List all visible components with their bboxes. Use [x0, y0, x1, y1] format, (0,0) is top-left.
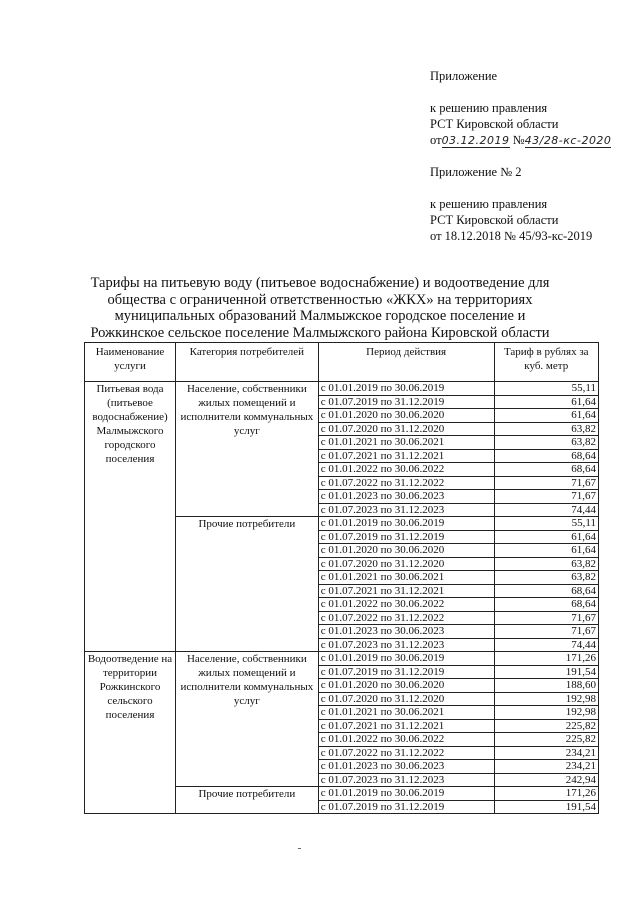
period-cell: с 01.01.2020 по 30.06.2020 [318, 544, 494, 558]
period-cell: с 01.01.2022 по 30.06.2022 [318, 598, 494, 612]
period-cell: с 01.07.2023 по 31.12.2023 [318, 773, 494, 787]
header-tariff: Тариф в рублях за куб. метр [494, 343, 598, 382]
tariff-cell: 188,60 [494, 679, 598, 693]
tariff-cell: 234,21 [494, 746, 598, 760]
tariff-cell: 242,94 [494, 773, 598, 787]
period-cell: с 01.07.2023 по 31.12.2023 [318, 638, 494, 652]
page-mark [298, 848, 301, 849]
handwritten-date: 03.12.2019 [441, 134, 510, 147]
tariff-cell: 74,44 [494, 503, 598, 517]
tariff-cell: 63,82 [494, 422, 598, 436]
tariff-cell: 234,21 [494, 760, 598, 774]
consumer-category-cell: Население, собственники жилых помещений и исполнители коммунальных услуг [176, 652, 319, 787]
period-cell: с 01.01.2022 по 30.06.2022 [318, 463, 494, 477]
table-body [85, 382, 599, 814]
table-row [85, 652, 599, 666]
consumer-category-cell: Прочие потребители [176, 517, 319, 652]
decision-line-2: к решению правления [430, 197, 548, 211]
decision-date-number: от03.12.2019 №43/28-кс-2020 [430, 133, 612, 147]
period-cell: с 01.01.2021 по 30.06.2021 [318, 571, 494, 585]
tariff-cell: 61,64 [494, 530, 598, 544]
tariff-cell: 71,67 [494, 625, 598, 639]
decision-ref-2: от 18.12.2018 № 45/93-кс-2019 [430, 229, 593, 243]
period-cell: с 01.07.2021 по 31.12.2021 [318, 584, 494, 598]
tariff-cell: 63,82 [494, 571, 598, 585]
tariff-cell: 63,82 [494, 436, 598, 450]
tariff-cell: 61,64 [494, 395, 598, 409]
consumer-category-cell: Прочие потребители [176, 787, 319, 814]
tariff-cell: 225,82 [494, 733, 598, 747]
period-cell: с 01.01.2021 по 30.06.2021 [318, 706, 494, 720]
tariff-cell: 55,11 [494, 517, 598, 531]
period-cell: с 01.07.2020 по 31.12.2020 [318, 692, 494, 706]
period-cell: с 01.01.2021 по 30.06.2021 [318, 436, 494, 450]
tariff-cell: 55,11 [494, 382, 598, 396]
period-cell: с 01.07.2019 по 31.12.2019 [318, 665, 494, 679]
period-cell: с 01.01.2023 по 30.06.2023 [318, 625, 494, 639]
tariff-cell: 191,54 [494, 800, 598, 814]
period-cell: с 01.01.2023 по 30.06.2023 [318, 490, 494, 504]
decision-line: к решению правления [430, 101, 548, 115]
org-name-2: РСТ Кировской области [430, 213, 559, 227]
tariff-cell: 74,44 [494, 638, 598, 652]
period-cell: с 01.07.2022 по 31.12.2022 [318, 476, 494, 490]
tariff-cell: 171,26 [494, 652, 598, 666]
tariff-cell: 68,64 [494, 463, 598, 477]
period-cell: с 01.01.2019 по 30.06.2019 [318, 382, 494, 396]
tariff-cell: 68,64 [494, 598, 598, 612]
period-cell: с 01.07.2019 по 31.12.2019 [318, 530, 494, 544]
period-cell: с 01.01.2020 по 30.06.2020 [318, 409, 494, 423]
document-title: Тарифы на питьевую воду (питьевое водоснабжение) и водоотведение для общества с ограниченной ответственностью «ЖКХ» на территориях муниципальных образований Малмыжское городское поселение и Рожкинское сельское поселение Малмыжского района Кировской области [90, 275, 550, 341]
tariff-table [84, 342, 599, 814]
period-cell: с 01.07.2020 по 31.12.2020 [318, 422, 494, 436]
appendix-label: Приложение [430, 69, 498, 83]
period-cell: с 01.01.2022 по 30.06.2022 [318, 733, 494, 747]
period-cell: с 01.01.2019 по 30.06.2019 [318, 787, 494, 801]
decision-header [430, 68, 635, 244]
period-cell: с 01.07.2019 по 31.12.2019 [318, 800, 494, 814]
consumer-category-cell: Население, собственники жилых помещений и исполнители коммунальных услуг [176, 382, 319, 517]
header-category: Категория потребителей [176, 343, 319, 382]
tariff-cell: 71,67 [494, 490, 598, 504]
tariff-cell: 71,67 [494, 476, 598, 490]
period-cell: с 01.01.2020 по 30.06.2020 [318, 679, 494, 693]
header-period: Период действия [318, 343, 494, 382]
period-cell: с 01.01.2023 по 30.06.2023 [318, 760, 494, 774]
appendix2-label: Приложение № 2 [430, 165, 522, 179]
tariff-cell: 68,64 [494, 584, 598, 598]
period-cell: с 01.07.2022 по 31.12.2022 [318, 611, 494, 625]
org-name: РСТ Кировской области [430, 117, 559, 131]
period-cell: с 01.01.2019 по 30.06.2019 [318, 652, 494, 666]
handwritten-number: 43/28-кс-2020 [524, 134, 612, 147]
header-service: Наименование услуги [85, 343, 176, 382]
period-cell: с 01.07.2023 по 31.12.2023 [318, 503, 494, 517]
tariff-cell: 63,82 [494, 557, 598, 571]
tariff-cell: 61,64 [494, 544, 598, 558]
service-name-cell: Питьевая вода (питьевое водоснабжение) Малмыжского городского поселения [85, 382, 176, 652]
period-cell: с 01.01.2019 по 30.06.2019 [318, 517, 494, 531]
table-row [85, 382, 599, 396]
tariff-cell: 61,64 [494, 409, 598, 423]
period-cell: с 01.07.2022 по 31.12.2022 [318, 746, 494, 760]
tariff-cell: 71,67 [494, 611, 598, 625]
tariff-cell: 191,54 [494, 665, 598, 679]
tariff-cell: 225,82 [494, 719, 598, 733]
tariff-cell: 192,98 [494, 692, 598, 706]
tariff-cell: 68,64 [494, 449, 598, 463]
period-cell: с 01.07.2021 по 31.12.2021 [318, 449, 494, 463]
period-cell: с 01.07.2019 по 31.12.2019 [318, 395, 494, 409]
tariff-cell: 171,26 [494, 787, 598, 801]
service-name-cell: Водоотведение на территории Рожкинского сельского поселения [85, 652, 176, 814]
tariff-cell: 192,98 [494, 706, 598, 720]
period-cell: с 01.07.2020 по 31.12.2020 [318, 557, 494, 571]
period-cell: с 01.07.2021 по 31.12.2021 [318, 719, 494, 733]
table-header-row [85, 343, 599, 382]
